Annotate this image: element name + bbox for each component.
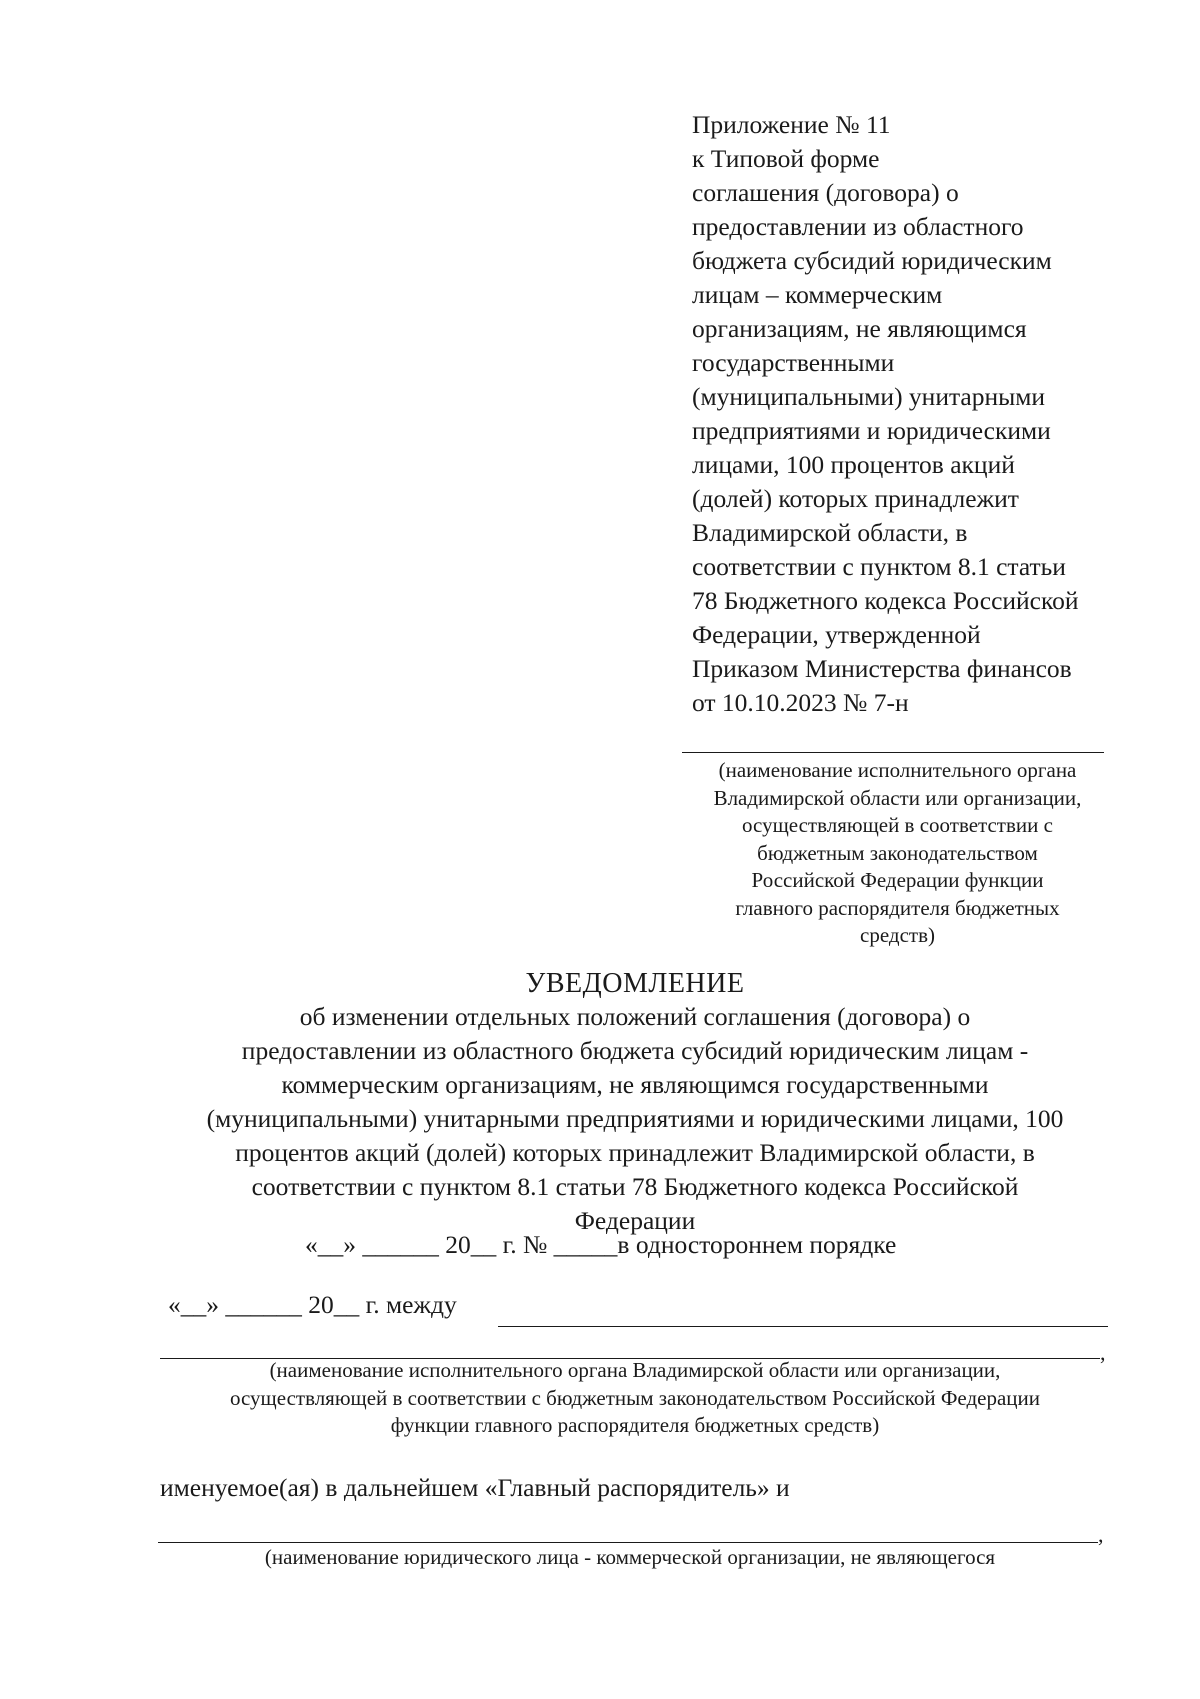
appendix-line: соответствии с пунктом 8.1 статьи bbox=[692, 552, 1066, 581]
appendix-line: государственными bbox=[692, 348, 895, 377]
appendix-line: к Типовой форме bbox=[692, 144, 880, 173]
appendix-line: соглашения (договора) о bbox=[692, 178, 959, 207]
appendix-line: от 10.10.2023 № 7-н bbox=[692, 688, 909, 717]
caption-line: осуществляющей в соответствии с bbox=[742, 813, 1053, 837]
organ-name-blank-line bbox=[682, 752, 1104, 753]
appendix-line: предприятиями и юридическими bbox=[692, 416, 1051, 445]
appendix-line: (долей) которых принадлежит bbox=[692, 484, 1019, 513]
caption-line: Российской Федерации функции bbox=[751, 868, 1044, 892]
subtitle-line: процентов акций (долей) которых принадлежит Владимирской области, в bbox=[235, 1138, 1035, 1167]
entity-blank-line bbox=[158, 1542, 1098, 1543]
caption-line: средств) bbox=[860, 923, 935, 947]
notice-title: УВЕДОМЛЕНИЕ bbox=[525, 968, 745, 999]
subtitle-line: предоставлении из областного бюджета субсидий юридическим лицам - bbox=[241, 1036, 1029, 1065]
appendix-line: 78 Бюджетного кодекса Российской bbox=[692, 586, 1079, 615]
notice-subtitle bbox=[150, 1000, 1120, 1238]
entity-caption bbox=[190, 1544, 1070, 1572]
subtitle-line: соответствии с пунктом 8.1 статьи 78 Бюджетного кодекса Российской bbox=[251, 1172, 1019, 1201]
notice-date-line: «__» ______ 20__ г. № _____в одностороннем порядке bbox=[305, 1230, 897, 1259]
caption-line: Владимирской области или организации, bbox=[713, 785, 1082, 810]
caption-line: бюджетным законодательством bbox=[757, 840, 1038, 865]
caption-line: (наименование юридического лица - коммерческой организации, не являющегося bbox=[264, 1545, 996, 1569]
appendix-line: бюджета субсидий юридическим bbox=[692, 246, 1052, 275]
appendix-line: Приказом Министерства финансов bbox=[692, 654, 1072, 683]
organ-full-caption bbox=[150, 1357, 1120, 1440]
appendix-line: Приложение № 11 bbox=[692, 110, 891, 139]
caption-line: главного распорядителя бюджетных bbox=[735, 895, 1060, 920]
appendix-line: (муниципальными) унитарными bbox=[692, 382, 1046, 411]
caption-line: (наименование исполнительного органа Владимирской области или организации, bbox=[269, 1358, 1001, 1382]
appendix-line: предоставлении из областного bbox=[692, 212, 1024, 241]
caption-line: (наименование исполнительного органа bbox=[718, 758, 1077, 782]
appendix-line: лицам – коммерческим bbox=[692, 280, 943, 309]
appendix-header bbox=[692, 108, 1152, 720]
organ-name-caption bbox=[670, 757, 1125, 950]
entity-comma: , bbox=[1098, 1522, 1104, 1547]
appendix-line: лицами, 100 процентов акций bbox=[692, 450, 1015, 479]
between-line: «__» ______ 20__ г. между bbox=[168, 1290, 457, 1319]
subtitle-line: об изменении отдельных положений соглашения (договора) о bbox=[299, 1002, 971, 1031]
caption-line: осуществляющей в соответствии с бюджетным законодательством Российской Федерации bbox=[229, 1385, 1040, 1410]
between-blank-line bbox=[498, 1326, 1108, 1327]
caption-line: функции главного распорядителя бюджетных средств) bbox=[390, 1413, 880, 1437]
subtitle-line: коммерческим организациям, не являющимся государственными bbox=[281, 1070, 989, 1099]
organ-full-comma: , bbox=[1100, 1340, 1106, 1365]
named-line: именуемое(ая) в дальнейшем «Главный распорядитель» и bbox=[160, 1473, 790, 1502]
appendix-line: Владимирской области, в bbox=[692, 518, 968, 547]
subtitle-line: Федерации bbox=[574, 1206, 696, 1235]
appendix-line: Федерации, утвержденной bbox=[692, 620, 981, 649]
appendix-line: организациям, не являющимся bbox=[692, 314, 1027, 343]
subtitle-line: (муниципальными) унитарными предприятиями и юридическими лицами, 100 bbox=[206, 1104, 1064, 1133]
